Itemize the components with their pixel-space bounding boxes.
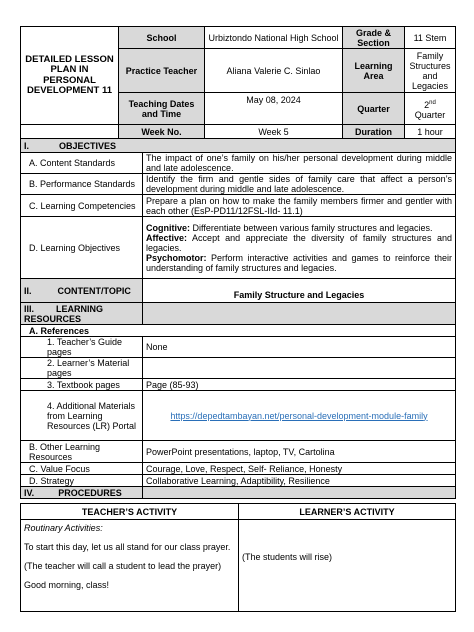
lr-portal-link[interactable]: https://depedtambayan.net/personal-development-module-family: [170, 410, 428, 421]
psychomotor-text: Perform interactive activities and games to reinforce their understanding of family structures and legacies.: [146, 252, 452, 273]
learning-resources-blank: [143, 303, 456, 325]
psychomotor-label: Psychomotor:: [146, 252, 207, 263]
teacher-activity-cell: [21, 520, 239, 612]
learning-objectives-label: D. Learning Objectives: [21, 217, 143, 279]
other-resources-label: B. Other Learning Resources: [21, 441, 143, 463]
value-focus-label: C. Value Focus: [21, 463, 143, 475]
learners-material-label: 2. Learner’s Material pages: [21, 358, 143, 379]
area-value: Family Structures and Legacies: [405, 49, 456, 93]
objectives-heading: I. OBJECTIVES: [21, 139, 456, 153]
learning-competencies-value: Prepare a plan on how to make the family members firmer and gentler with each other (EsP-PD11/12FSL-IId- 11.1): [143, 195, 456, 217]
teacher-line-prayer: To start this day, let us all stand for our class prayer.: [24, 542, 231, 552]
duration-label: Duration: [343, 125, 405, 139]
references-heading: A. References: [21, 325, 456, 337]
textbook-value: Page (85-93): [143, 379, 456, 391]
content-standards-value: The impact of one’s family on his/her personal development during middle and late adolescence.: [143, 153, 456, 174]
learning-objectives-value: [143, 217, 456, 279]
teacher-activity-header: TEACHER’S ACTIVITY: [21, 504, 239, 520]
grade-label: Grade & Section: [343, 27, 405, 49]
teacher-label: Practice Teacher: [119, 49, 205, 93]
learner-activity-cell: [239, 520, 456, 612]
week-label: Week No.: [119, 125, 205, 139]
cognitive-text: Differentiate between various family structures and legacies.: [190, 222, 433, 233]
textbook-label: 3. Textbook pages: [21, 379, 143, 391]
teachers-guide-value: None: [143, 337, 456, 358]
cognitive-label: Cognitive:: [146, 222, 190, 233]
teacher-line-greeting: Good morning, class!: [24, 580, 110, 590]
quarter-label: Quarter: [343, 93, 405, 125]
school-label: School: [119, 27, 205, 49]
content-topic-heading: II. CONTENT/TOPIC: [21, 279, 143, 303]
teacher-line-call: (The teacher will call a student to lead the prayer): [24, 561, 222, 571]
performance-standards-value: Identify the firm and gentle sides of family care that affect a person’s development during middle and late adolescence.: [143, 174, 456, 195]
routinary-label: Routinary Activities:: [24, 523, 103, 533]
procedures-heading: IV. PROCEDURES: [21, 487, 143, 499]
learning-resources-heading: III. LEARNING RESOURCES: [21, 303, 143, 325]
content-standards-label: A. Content Standards: [21, 153, 143, 174]
document-title: DETAILED LESSON PLAN IN PERSONAL DEVELOPMENT 11: [21, 27, 119, 125]
area-label: Learning Area: [343, 49, 405, 93]
learning-competencies-label: C. Learning Competencies: [21, 195, 143, 217]
duration-value: 1 hour: [405, 125, 456, 139]
teacher-value: Aliana Valerie C. Sinlao: [205, 49, 343, 93]
school-value: Urbiztondo National High School: [205, 27, 343, 49]
other-resources-value: PowerPoint presentations, laptop, TV, Cartolina: [143, 441, 456, 463]
date-label: Teaching Dates and Time: [119, 93, 205, 125]
quarter-value: 2nd Quarter: [405, 93, 456, 125]
procedures-table: [20, 503, 456, 612]
procedures-blank: [143, 487, 456, 499]
learner-line-rise: (The students will rise): [242, 552, 333, 562]
additional-materials-label: 4. Additional Materials from Learning Resources (LR) Portal: [21, 391, 143, 441]
value-focus-value: Courage, Love, Respect, Self- Reliance, Honesty: [143, 463, 456, 475]
grade-value: 11 Stem: [405, 27, 456, 49]
learner-activity-header: LEARNER’S ACTIVITY: [239, 504, 456, 520]
content-topic-value: Family Structure and Legacies: [143, 279, 456, 303]
lesson-body-table: [20, 138, 456, 499]
week-value: Week 5: [205, 125, 343, 139]
header-blank: [21, 125, 119, 139]
header-table: [20, 26, 456, 139]
performance-standards-label: B. Performance Standards: [21, 174, 143, 195]
date-value: May 08, 2024: [205, 93, 343, 125]
strategy-value: Collaborative Learning, Adaptibility, Resilience: [143, 475, 456, 487]
affective-text: Accept and appreciate the diversity of family structures and legacies.: [146, 232, 452, 253]
learners-material-value: [143, 358, 456, 379]
teachers-guide-label: 1. Teacher’s Guide pages: [21, 337, 143, 358]
affective-label: Affective:: [146, 232, 188, 243]
strategy-label: D. Strategy: [21, 475, 143, 487]
